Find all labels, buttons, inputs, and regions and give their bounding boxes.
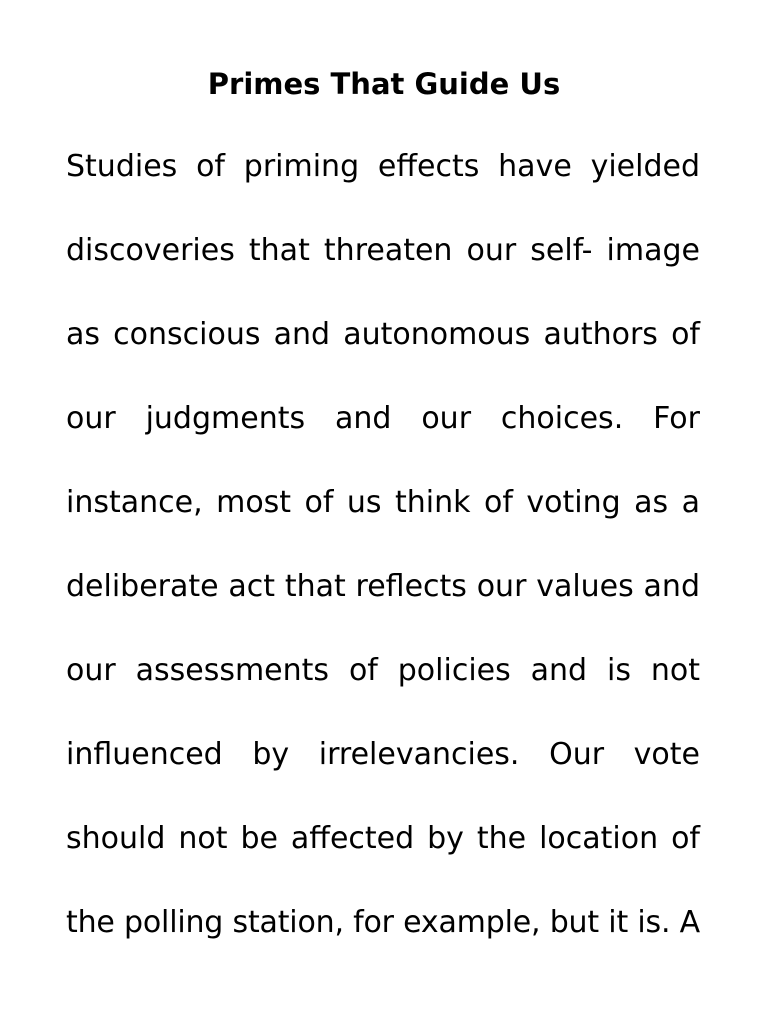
text-line: deliberate act that reflects our values and bbox=[66, 569, 700, 604]
document-title: Primes That Guide Us bbox=[207, 67, 561, 101]
text-line: Studies of priming effects have yielded bbox=[66, 149, 700, 184]
text-line: our judgments and our choices. For bbox=[66, 401, 700, 436]
text-line: as conscious and autonomous authors of bbox=[66, 317, 700, 352]
text-line: discoveries that threaten our self- image bbox=[66, 233, 700, 268]
text-line: instance, most of us think of voting as a bbox=[66, 485, 700, 520]
text-line: should not be affected by the location of bbox=[66, 821, 700, 856]
text-line: our assessments of policies and is not bbox=[66, 653, 700, 688]
text-line: influenced by irrelevancies. Our vote bbox=[66, 737, 700, 772]
text-line: the polling station, for example, but it is. A bbox=[66, 905, 700, 940]
